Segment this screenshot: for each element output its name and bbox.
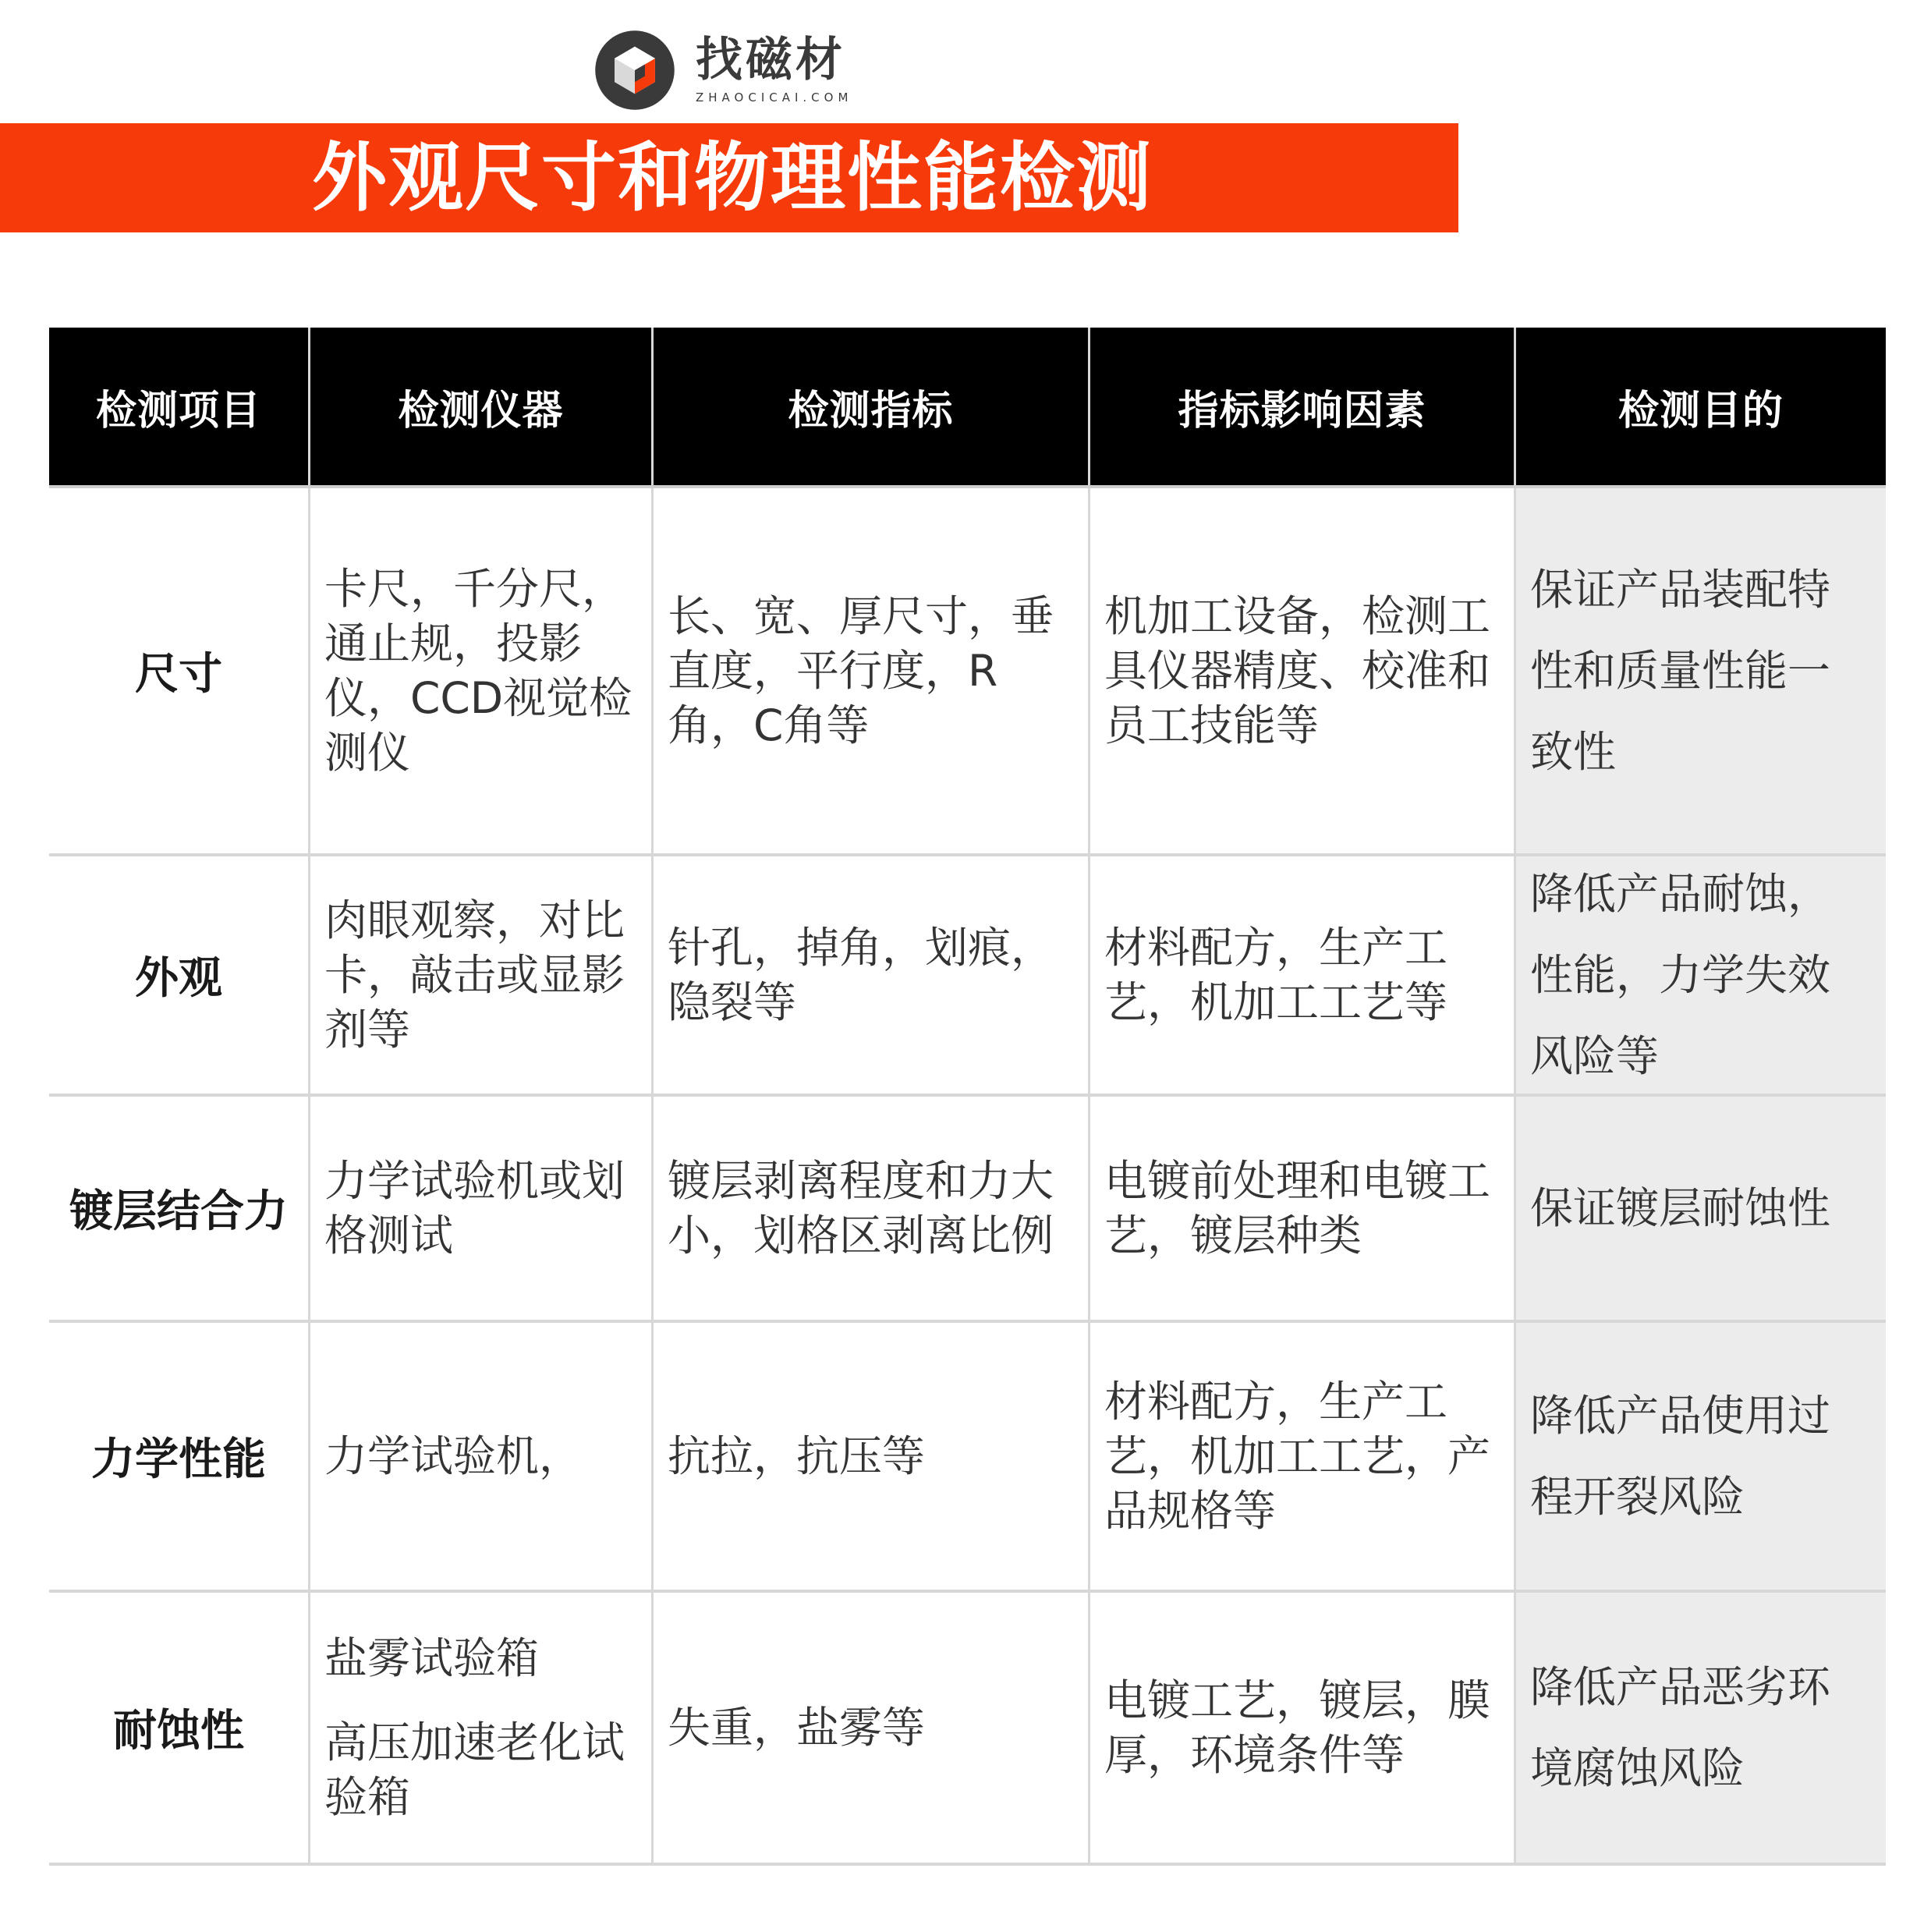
hexagon-cube-logo-icon — [593, 28, 677, 112]
column-header-label: 检测仪器 — [398, 387, 564, 434]
column-header-purpose — [1516, 328, 1886, 485]
indicator-text: 针孔，掉角，划痕，隐裂等 — [668, 923, 1054, 1027]
factors-cell — [1090, 1323, 1516, 1590]
column-header-instrument — [310, 328, 654, 485]
column-header-label: 检测目的 — [1617, 387, 1784, 434]
instrument-text: 盐雾试验箱 — [324, 1633, 540, 1683]
indicator-cell — [654, 1323, 1090, 1590]
column-header-label: 指标影响因素 — [1178, 387, 1426, 434]
instrument-text: 力学试验机或划格测试 — [324, 1156, 625, 1260]
item-label: 镀层结合力 — [69, 1186, 288, 1237]
item-cell — [49, 488, 310, 853]
instrument-cell — [310, 1593, 654, 1863]
instrument-cell — [310, 488, 654, 853]
purpose-cell — [1516, 1097, 1886, 1320]
column-header-item — [49, 328, 310, 485]
purpose-text: 降低产品恶劣环境腐蚀风险 — [1530, 1662, 1831, 1793]
title-banner — [0, 123, 1458, 232]
factors-cell — [1090, 856, 1516, 1094]
factors-text: 材料配方，生产工艺，机加工工艺，产品规格等 — [1104, 1377, 1491, 1536]
table-row — [49, 1097, 1886, 1323]
indicator-cell — [654, 856, 1090, 1094]
item-label: 外观 — [135, 953, 222, 1004]
instrument-cell — [310, 1097, 654, 1320]
factors-text: 材料配方，生产工艺，机加工工艺等 — [1104, 923, 1448, 1027]
indicator-text: 失重，盐雾等 — [668, 1703, 926, 1753]
factors-text: 电镀工艺，镀层，膜厚，环境条件等 — [1104, 1675, 1491, 1780]
instrument-text: 肉眼观察，对比卡，敲击或显影剂等 — [324, 895, 625, 1055]
factors-text: 电镀前处理和电镀工艺，镀层种类 — [1104, 1156, 1491, 1260]
table-header-row — [49, 328, 1886, 488]
column-header-indicator — [654, 328, 1090, 485]
purpose-text: 降低产品使用过程开裂风险 — [1530, 1391, 1831, 1522]
purpose-text: 降低产品耐蚀，性能，力学失效风险等 — [1530, 869, 1831, 1081]
indicator-text: 抗拉，抗压等 — [668, 1431, 926, 1481]
indicator-text: 长、宽、厚尺寸，垂直度，平行度，R角，C角等 — [668, 591, 1054, 750]
item-label: 力学性能 — [91, 1434, 266, 1485]
item-label: 尺寸 — [135, 649, 222, 700]
brand-domain: ZHAOCICAI.COM — [696, 90, 853, 105]
factors-cell — [1090, 488, 1516, 853]
item-cell — [49, 1593, 310, 1863]
table-row — [49, 856, 1886, 1097]
factors-cell — [1090, 1593, 1516, 1863]
purpose-text: 保证镀层耐蚀性 — [1530, 1183, 1831, 1233]
brand-name: 找磁材 — [696, 33, 845, 87]
item-label: 耐蚀性 — [113, 1706, 244, 1757]
instrument-list — [324, 1631, 637, 1824]
item-cell — [49, 856, 310, 1094]
factors-cell — [1090, 1097, 1516, 1320]
table-row — [49, 1323, 1886, 1593]
column-header-label: 检测项目 — [95, 387, 261, 434]
item-cell — [49, 1097, 310, 1320]
table-row — [49, 488, 1886, 856]
page-title: 外观尺寸和物理性能检测 — [312, 134, 1153, 222]
indicator-cell — [654, 1097, 1090, 1320]
purpose-cell — [1516, 1593, 1886, 1863]
instrument-text: 卡尺，千分尺，通止规，投影仪，CCD视觉检测仪 — [324, 564, 632, 778]
purpose-cell — [1516, 1323, 1886, 1590]
instrument-cell — [310, 856, 654, 1094]
inspection-table — [49, 328, 1886, 1866]
indicator-text: 镀层剥离程度和力大小，划格区剥离比例 — [668, 1156, 1054, 1260]
item-cell — [49, 1323, 310, 1590]
brand-logo — [593, 23, 852, 117]
column-header-label: 检测指标 — [788, 387, 954, 434]
instrument-text: 力学试验机， — [324, 1431, 583, 1481]
instrument-cell — [310, 1323, 654, 1590]
table-row — [49, 1593, 1886, 1866]
purpose-cell — [1516, 856, 1886, 1094]
purpose-text: 保证产品装配特性和质量性能一致性 — [1530, 565, 1831, 777]
factors-text: 机加工设备，检测工具仪器精度、校准和员工技能等 — [1104, 591, 1491, 750]
instrument-text: 高压加速老化试验箱 — [324, 1718, 625, 1822]
column-header-factors — [1090, 328, 1516, 485]
indicator-cell — [654, 488, 1090, 853]
purpose-cell — [1516, 488, 1886, 853]
indicator-cell — [654, 1593, 1090, 1863]
